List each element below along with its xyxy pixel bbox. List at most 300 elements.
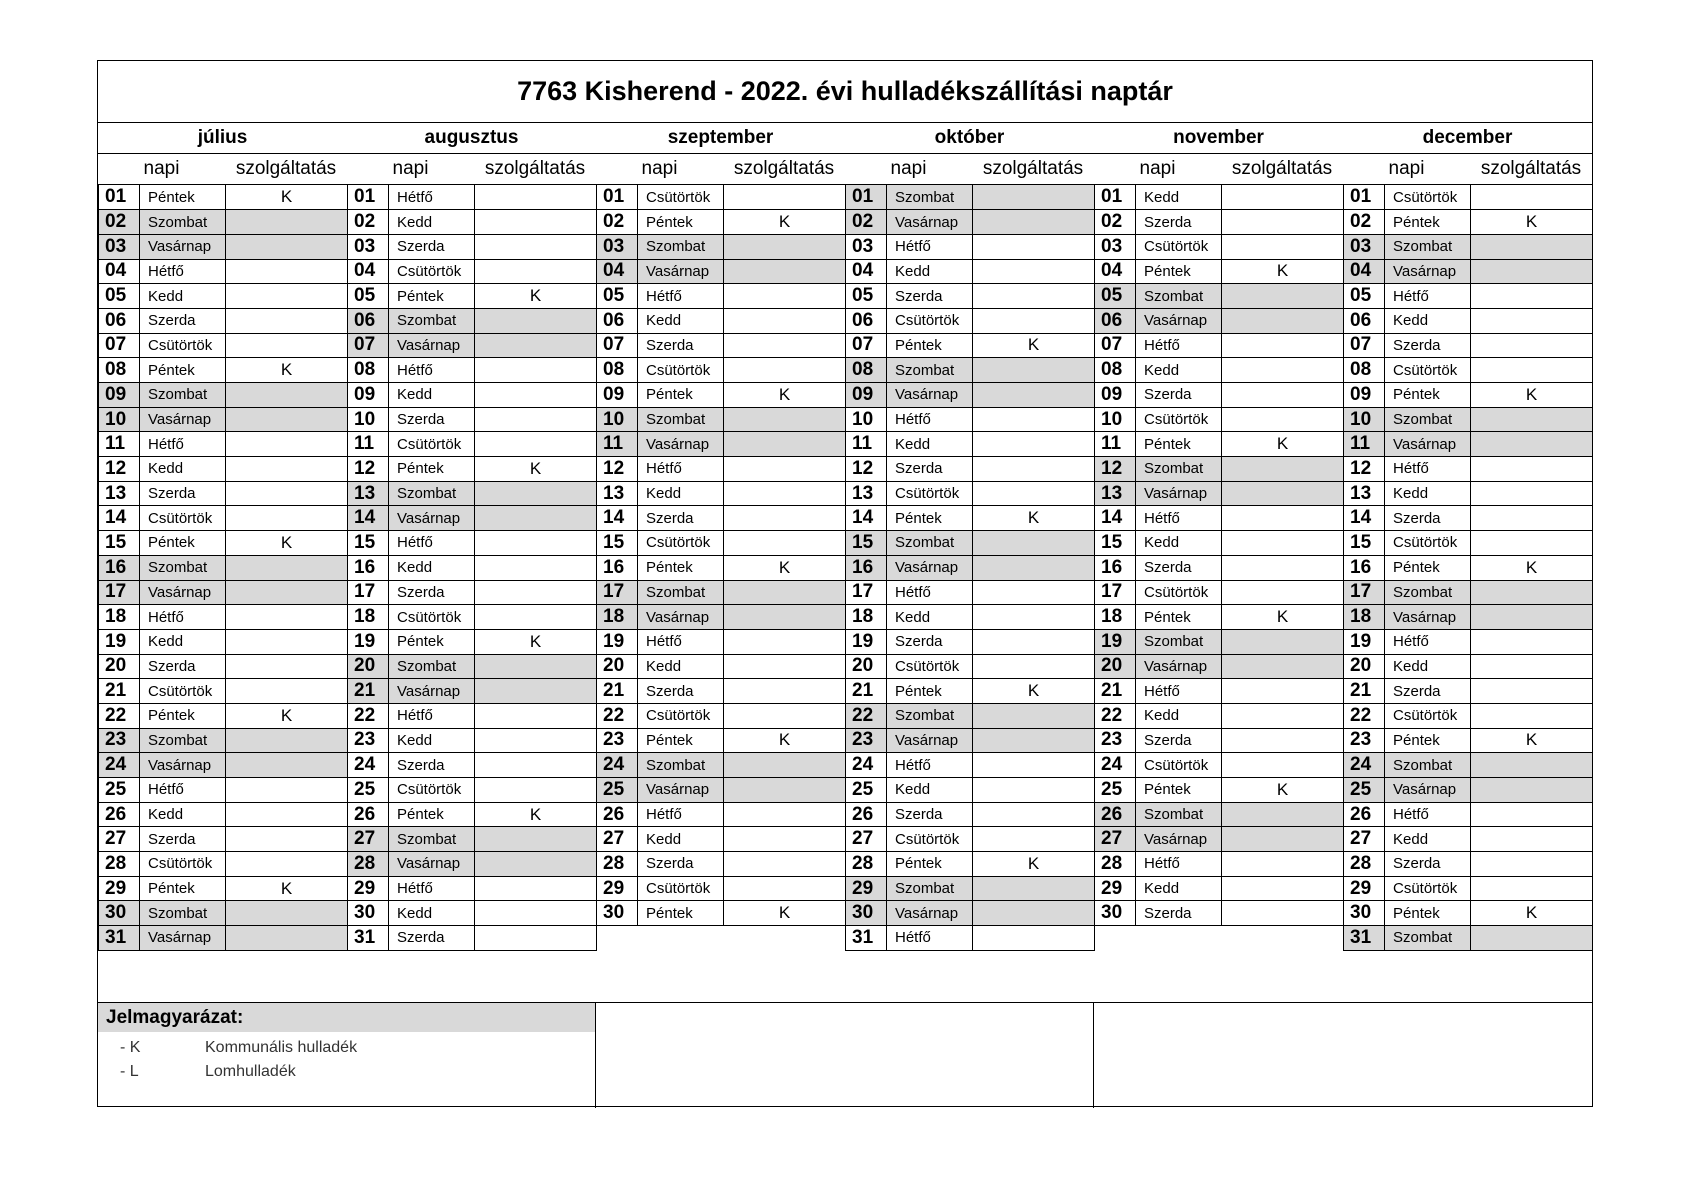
weekday: Péntek (140, 185, 226, 210)
day-number: 21 (99, 679, 140, 704)
day-number: 10 (597, 407, 638, 432)
day-row (1095, 703, 1344, 728)
service-code (724, 259, 846, 284)
weekday: Hétfő (1136, 333, 1222, 358)
day-number: 29 (99, 876, 140, 901)
weekday: Hétfő (887, 926, 973, 951)
day-number: 14 (99, 506, 140, 531)
service-code (1471, 926, 1593, 951)
weekday: Csütörtök (1385, 876, 1471, 901)
month-column (596, 123, 845, 926)
weekday: Szombat (638, 580, 724, 605)
day-row (1344, 555, 1593, 580)
service-code (724, 654, 846, 679)
service-code (1471, 605, 1593, 630)
service-code: K (724, 901, 846, 926)
weekday: Szombat (638, 753, 724, 778)
service-code (475, 407, 597, 432)
day-number: 02 (1095, 210, 1136, 235)
day-number: 23 (348, 728, 389, 753)
day-row (846, 753, 1095, 778)
day-row (1344, 407, 1593, 432)
weekday: Péntek (887, 333, 973, 358)
service-code: K (226, 876, 348, 901)
service-code (973, 481, 1095, 506)
day-row (348, 753, 597, 778)
weekday: Hétfő (389, 185, 475, 210)
day-number: 19 (1344, 629, 1385, 654)
day-row (99, 629, 348, 654)
weekday: Csütörtök (1136, 234, 1222, 259)
day-number: 21 (846, 679, 887, 704)
weekday: Szerda (389, 753, 475, 778)
day-number: 16 (99, 555, 140, 580)
service-code: K (724, 728, 846, 753)
weekday: Kedd (140, 629, 226, 654)
day-row (597, 358, 846, 383)
day-number: 06 (1344, 308, 1385, 333)
day-number: 01 (1344, 185, 1385, 210)
weekday: Szombat (887, 703, 973, 728)
weekday: Vasárnap (1385, 605, 1471, 630)
service-code (1471, 284, 1593, 309)
day-row (1095, 679, 1344, 704)
day-table (1343, 185, 1593, 951)
napi-header: napi (890, 158, 927, 179)
day-number: 19 (1095, 629, 1136, 654)
day-number: 27 (99, 827, 140, 852)
day-number: 15 (1095, 531, 1136, 556)
day-number: 01 (348, 185, 389, 210)
weekday: Vasárnap (389, 333, 475, 358)
weekday: Szerda (1136, 210, 1222, 235)
service-code (724, 284, 846, 309)
service-code (1222, 703, 1344, 728)
day-number: 02 (348, 210, 389, 235)
service-code (724, 185, 846, 210)
day-row (846, 827, 1095, 852)
weekday: Kedd (389, 555, 475, 580)
footer-area (98, 1002, 1592, 1108)
month-name: október (845, 123, 1094, 154)
day-number: 28 (1095, 852, 1136, 877)
day-number: 31 (348, 926, 389, 951)
day-number: 19 (846, 629, 887, 654)
day-number: 20 (597, 654, 638, 679)
service-code (475, 210, 597, 235)
weekday: Kedd (1136, 185, 1222, 210)
service-code (1222, 827, 1344, 852)
service-code: K (1471, 555, 1593, 580)
day-row (597, 555, 846, 580)
day-row (1095, 802, 1344, 827)
weekday: Kedd (887, 605, 973, 630)
service-code (475, 234, 597, 259)
legend (98, 1003, 596, 1108)
service-code (475, 432, 597, 457)
day-row (597, 852, 846, 877)
service-code: K (1222, 259, 1344, 284)
weekday: Szerda (1136, 728, 1222, 753)
day-table (1094, 185, 1344, 926)
day-row (1344, 753, 1593, 778)
service-code: K (226, 358, 348, 383)
weekday: Csütörtök (1136, 753, 1222, 778)
weekday: Csütörtök (1385, 185, 1471, 210)
day-row (597, 308, 846, 333)
szolgaltatas-header: szolgáltatás (733, 158, 835, 179)
service-code (226, 827, 348, 852)
weekday: Péntek (887, 852, 973, 877)
weekday: Szerda (1385, 506, 1471, 531)
day-number: 10 (846, 407, 887, 432)
day-number: 21 (597, 679, 638, 704)
szolgaltatas-header: szolgáltatás (1231, 158, 1333, 179)
day-number: 18 (99, 605, 140, 630)
day-row (846, 605, 1095, 630)
day-number: 01 (846, 185, 887, 210)
day-row (348, 333, 597, 358)
day-row (597, 901, 846, 926)
service-code (724, 481, 846, 506)
day-number: 02 (846, 210, 887, 235)
weekday: Kedd (389, 901, 475, 926)
day-number: 15 (348, 531, 389, 556)
legend-code: - L (120, 1063, 139, 1080)
column-subheader (845, 154, 1094, 185)
day-number: 11 (348, 432, 389, 457)
service-code (973, 901, 1095, 926)
day-number: 17 (597, 580, 638, 605)
weekday: Kedd (140, 457, 226, 482)
day-number: 25 (348, 778, 389, 803)
weekday: Péntek (140, 358, 226, 383)
day-number: 03 (99, 234, 140, 259)
day-number: 09 (99, 383, 140, 408)
day-number: 12 (99, 457, 140, 482)
day-number: 09 (597, 383, 638, 408)
szolgaltatas-header: szolgáltatás (235, 158, 337, 179)
day-row (348, 703, 597, 728)
service-code (973, 407, 1095, 432)
service-code (973, 234, 1095, 259)
service-code (724, 778, 846, 803)
weekday: Péntek (389, 629, 475, 654)
service-code (973, 432, 1095, 457)
day-row (597, 506, 846, 531)
weekday: Szerda (887, 284, 973, 309)
weekday: Hétfő (389, 876, 475, 901)
weekday: Hétfő (1136, 679, 1222, 704)
weekday: Hétfő (638, 802, 724, 827)
service-code (973, 185, 1095, 210)
day-number: 14 (348, 506, 389, 531)
service-code (226, 308, 348, 333)
day-number: 28 (348, 852, 389, 877)
service-code (1222, 234, 1344, 259)
day-number: 07 (1344, 333, 1385, 358)
day-number: 06 (597, 308, 638, 333)
day-row (1344, 358, 1593, 383)
day-row (1344, 580, 1593, 605)
day-row (1344, 703, 1593, 728)
day-row (348, 827, 597, 852)
service-code (1222, 555, 1344, 580)
day-row (1095, 432, 1344, 457)
service-code (1222, 481, 1344, 506)
day-row (1095, 901, 1344, 926)
day-number: 17 (846, 580, 887, 605)
service-code (1222, 358, 1344, 383)
weekday: Csütörtök (389, 605, 475, 630)
service-code (475, 876, 597, 901)
day-number: 24 (348, 753, 389, 778)
day-number: 11 (597, 432, 638, 457)
day-row (846, 234, 1095, 259)
weekday: Szerda (140, 827, 226, 852)
weekday: Szerda (1136, 901, 1222, 926)
service-code (1471, 506, 1593, 531)
service-code (226, 852, 348, 877)
day-row (1095, 259, 1344, 284)
day-number: 05 (846, 284, 887, 309)
weekday: Vasárnap (140, 407, 226, 432)
month-name: december (1343, 123, 1592, 154)
day-row (597, 259, 846, 284)
day-row (597, 703, 846, 728)
day-row (846, 259, 1095, 284)
day-row (348, 432, 597, 457)
service-code: K (475, 284, 597, 309)
service-code (973, 629, 1095, 654)
weekday: Szerda (389, 580, 475, 605)
weekday: Péntek (638, 210, 724, 235)
day-row (846, 432, 1095, 457)
day-number: 23 (1344, 728, 1385, 753)
day-number: 16 (1095, 555, 1136, 580)
day-row (348, 901, 597, 926)
service-code (475, 926, 597, 951)
weekday: Hétfő (1136, 852, 1222, 877)
day-number: 12 (846, 457, 887, 482)
service-code (226, 383, 348, 408)
weekday: Csütörtök (140, 852, 226, 877)
service-code (226, 506, 348, 531)
day-row (99, 605, 348, 630)
day-row (348, 481, 597, 506)
day-row (348, 234, 597, 259)
weekday: Péntek (1385, 210, 1471, 235)
column-subheader (98, 154, 347, 185)
weekday: Szombat (1136, 284, 1222, 309)
day-number: 15 (99, 531, 140, 556)
day-row (1344, 308, 1593, 333)
day-row (597, 580, 846, 605)
weekday: Kedd (389, 728, 475, 753)
day-row (1095, 654, 1344, 679)
day-row (99, 531, 348, 556)
day-number: 13 (1095, 481, 1136, 506)
service-code: K (973, 333, 1095, 358)
service-code (973, 284, 1095, 309)
day-number: 09 (846, 383, 887, 408)
service-code (724, 407, 846, 432)
day-row (597, 284, 846, 309)
month-name: szeptember (596, 123, 845, 154)
weekday: Hétfő (887, 580, 973, 605)
service-code: K (475, 457, 597, 482)
day-row (597, 629, 846, 654)
day-number: 02 (1344, 210, 1385, 235)
weekday: Hétfő (638, 629, 724, 654)
service-code (1222, 852, 1344, 877)
weekday: Csütörtök (1385, 703, 1471, 728)
day-row (597, 605, 846, 630)
day-number: 10 (1095, 407, 1136, 432)
day-number: 24 (1095, 753, 1136, 778)
day-row (1095, 333, 1344, 358)
service-code (226, 926, 348, 951)
service-code (226, 481, 348, 506)
weekday: Vasárnap (887, 383, 973, 408)
day-row (1344, 629, 1593, 654)
day-row (1344, 185, 1593, 210)
day-row (1344, 852, 1593, 877)
weekday: Szombat (140, 901, 226, 926)
day-row (1344, 802, 1593, 827)
service-code (724, 308, 846, 333)
weekday: Péntek (389, 802, 475, 827)
day-number: 18 (597, 605, 638, 630)
day-row (597, 210, 846, 235)
weekday: Szerda (638, 506, 724, 531)
day-number: 08 (1095, 358, 1136, 383)
day-number: 25 (597, 778, 638, 803)
day-number: 15 (846, 531, 887, 556)
day-row (348, 580, 597, 605)
weekday: Szerda (140, 481, 226, 506)
service-code (1222, 629, 1344, 654)
weekday: Vasárnap (1136, 481, 1222, 506)
service-code (226, 555, 348, 580)
weekday: Kedd (1136, 703, 1222, 728)
day-row (1344, 827, 1593, 852)
service-code (973, 457, 1095, 482)
day-number: 14 (846, 506, 887, 531)
service-code (724, 753, 846, 778)
day-row (348, 358, 597, 383)
service-code (973, 555, 1095, 580)
weekday: Péntek (140, 531, 226, 556)
service-code (475, 703, 597, 728)
service-code (724, 234, 846, 259)
service-code: K (1471, 383, 1593, 408)
weekday: Szerda (389, 234, 475, 259)
weekday: Szombat (1385, 926, 1471, 951)
day-number: 16 (597, 555, 638, 580)
day-number: 06 (846, 308, 887, 333)
weekday: Szerda (389, 407, 475, 432)
day-number: 31 (99, 926, 140, 951)
day-number: 28 (1344, 852, 1385, 877)
day-row (99, 506, 348, 531)
service-code (475, 778, 597, 803)
day-number: 09 (348, 383, 389, 408)
weekday: Vasárnap (389, 506, 475, 531)
day-row (1344, 234, 1593, 259)
month-column (1094, 123, 1343, 926)
day-row (1095, 481, 1344, 506)
service-code (475, 333, 597, 358)
day-row (99, 926, 348, 951)
service-code (475, 901, 597, 926)
day-row (846, 531, 1095, 556)
day-row (1344, 481, 1593, 506)
day-row (99, 308, 348, 333)
day-number: 20 (99, 654, 140, 679)
day-number: 22 (846, 703, 887, 728)
day-row (1095, 580, 1344, 605)
day-number: 05 (99, 284, 140, 309)
day-row (597, 778, 846, 803)
service-code (475, 728, 597, 753)
service-code (724, 629, 846, 654)
day-row (846, 383, 1095, 408)
weekday: Szerda (140, 308, 226, 333)
day-row (1344, 876, 1593, 901)
day-row (846, 506, 1095, 531)
day-row (597, 407, 846, 432)
service-code: K (475, 629, 597, 654)
service-code (1471, 531, 1593, 556)
weekday: Csütörtök (638, 531, 724, 556)
day-number: 26 (348, 802, 389, 827)
day-row (348, 876, 597, 901)
service-code (226, 802, 348, 827)
weekday: Péntek (887, 506, 973, 531)
weekday: Kedd (1385, 827, 1471, 852)
day-number: 04 (1344, 259, 1385, 284)
day-number: 16 (1344, 555, 1385, 580)
service-code (1471, 457, 1593, 482)
day-number: 27 (1344, 827, 1385, 852)
day-number: 20 (1095, 654, 1136, 679)
szolgaltatas-header: szolgáltatás (1480, 158, 1582, 179)
day-row (846, 481, 1095, 506)
day-number: 06 (348, 308, 389, 333)
day-row (99, 753, 348, 778)
service-code (1222, 901, 1344, 926)
day-number: 14 (1095, 506, 1136, 531)
day-row (1344, 383, 1593, 408)
day-number: 09 (1344, 383, 1385, 408)
day-row (348, 605, 597, 630)
service-code (724, 580, 846, 605)
day-number: 22 (597, 703, 638, 728)
weekday: Szombat (140, 555, 226, 580)
day-number: 27 (1095, 827, 1136, 852)
service-code: K (1222, 605, 1344, 630)
day-row (99, 778, 348, 803)
service-code (1222, 802, 1344, 827)
day-number: 25 (1344, 778, 1385, 803)
service-code (226, 605, 348, 630)
service-code (226, 210, 348, 235)
day-number: 24 (99, 753, 140, 778)
day-row (846, 728, 1095, 753)
weekday: Péntek (140, 876, 226, 901)
column-subheader (596, 154, 845, 185)
